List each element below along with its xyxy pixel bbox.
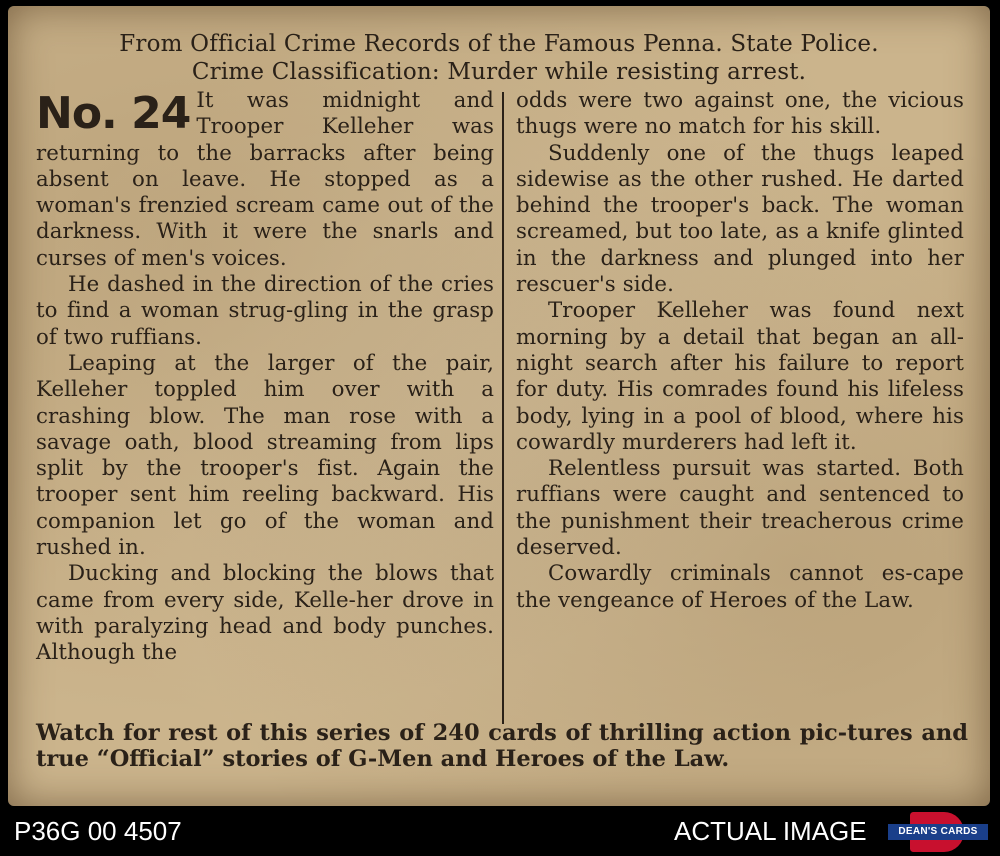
right-column — [516, 88, 964, 614]
story-paragraph-1: It was midnight and Trooper Kelleher was returning to the barracks after being absent on leave. He stopped as a woman's frenzied scream came out of the darkness. With it were the snarls and curses of men's voices. — [36, 88, 494, 271]
header-line-2: Crime Classification: Murder while resisting arrest. — [191, 59, 807, 85]
story-paragraph-3: Leaping at the larger of the pair, Kelleher toppled him over with a crashing blow. The man rose with a savage oath, blood streaming from lips split by the trooper's fist. Again the trooper sent him reeling backward. His companion let go of the woman and rushed in. — [36, 350, 494, 561]
story-paragraph-8: Relentless pursuit was started. Both ruffians were caught and sentenced to the punishment their treacherous crime deserved. — [516, 456, 964, 561]
logo-text: DEAN'S CARDS — [888, 824, 988, 840]
sku-label: P36G 00 4507 — [14, 816, 182, 846]
story-paragraph-5: odds were two against one, the vicious thugs were no match for his skill. — [516, 88, 964, 140]
header-line-1: From Official Crime Records of the Famous Penna. State Police. — [119, 31, 879, 57]
left-column — [36, 88, 494, 667]
story-paragraph-2: He dashed in the direction of the cries to find a woman strug-gling in the grasp of two ruffians. — [36, 272, 494, 350]
story-paragraph-9: Cowardly criminals cannot es-cape the vengeance of Heroes of the Law. — [516, 561, 964, 613]
deans-cards-logo — [888, 812, 988, 852]
column-divider — [502, 92, 504, 724]
story-paragraph-7: Trooper Kelleher was found next morning by a detail that began an all-night search after his failure to report for duty. His comrades found his lifeless body, lying in a pool of blood, where his cowardly murderers had left it. — [516, 298, 964, 455]
story-paragraph-4: Ducking and blocking the blows that came from every side, Kelle-her drove in with paralyzing head and body punches. Although the — [36, 561, 494, 666]
series-footer: Watch for rest of this series of 240 cards of thrilling action pic-tures and true “Official” stories of G-Men and Heroes of the Law. — [36, 720, 968, 772]
listing-info-bar — [0, 806, 1000, 856]
trading-card-back — [8, 6, 990, 806]
story-paragraph-6: Suddenly one of the thugs leaped sidewise as the other rushed. He darted behind the trooper's back. The woman screamed, but too late, as a knife glinted in the darkness and plunged into her rescuer's side. — [516, 140, 964, 298]
actual-image-label: ACTUAL IMAGE — [674, 816, 867, 846]
card-header — [8, 30, 990, 86]
card-number: No. 24 — [36, 88, 191, 139]
